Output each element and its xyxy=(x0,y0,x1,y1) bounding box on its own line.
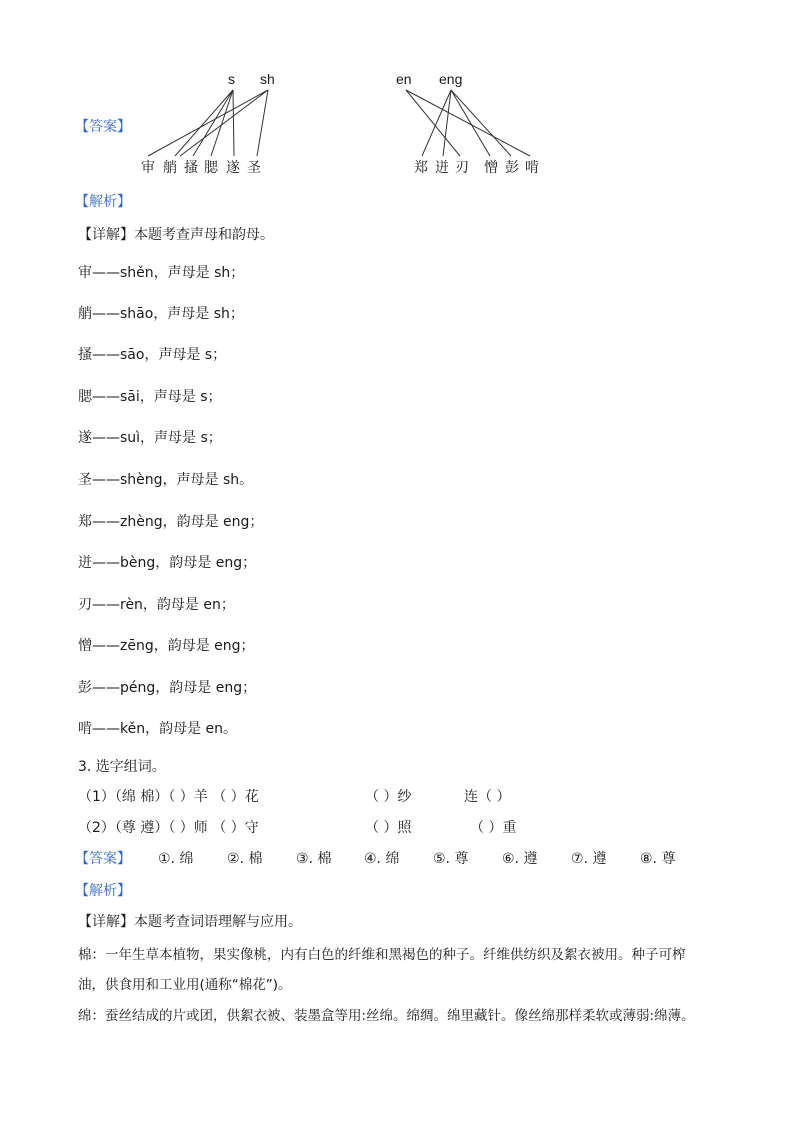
explain-line: 艄——shāo，声母是 sh； xyxy=(78,306,244,322)
initial-sh: sh xyxy=(260,71,275,87)
analysis-tag-q3: 【解析】 xyxy=(75,883,131,899)
char-item: 圣 xyxy=(247,160,261,176)
detail-line-q3: 【详解】本题考查词语理解与应用。 xyxy=(78,914,302,930)
question-row-2-end: （ ）重 xyxy=(470,820,517,836)
paragraph-mian-silk: 绵：蚕丝结成的片或团，供絮衣被、装墨盒等用:丝绵。绵绸。绵里藏针。像丝绵那样柔软或薄弱:绵薄。 xyxy=(78,1008,695,1024)
question-row-2: （2）（尊 遵）（ ）师 （ ）守 xyxy=(78,820,259,836)
answer-item: ③. 棉 xyxy=(296,851,332,867)
char-item: 腮 xyxy=(204,160,218,176)
final-en: en xyxy=(396,71,412,87)
explain-line: 圣——shèng，声母是 sh。 xyxy=(78,472,254,488)
explain-line: 遂——suì，声母是 s； xyxy=(78,430,222,446)
paragraph-mian-a: 棉：一年生草本植物，果实像桃，内有白色的纤维和黑褐色的种子。纤维供纺织及絮衣被用。种子可榨 xyxy=(78,947,686,963)
detail-line: 【详解】本题考查声母和韵母。 xyxy=(78,227,274,243)
paragraph-mian-b: 油，供食用和工业用(通称“棉花”)。 xyxy=(78,977,292,993)
explain-line: 憎——zēng，韵母是 eng； xyxy=(78,638,255,654)
explain-line: 迸——bèng，韵母是 eng； xyxy=(78,555,257,571)
char-item: 啃 xyxy=(525,160,539,176)
answer-item: ⑧. 尊 xyxy=(640,851,676,867)
char-item: 刃 xyxy=(455,160,469,176)
final-eng: eng xyxy=(439,71,463,87)
answer-item: ⑤. 尊 xyxy=(433,851,469,867)
answer-item: ④. 绵 xyxy=(364,851,400,867)
char-item: 审 xyxy=(141,160,155,176)
question-title: 3. 选字组词。 xyxy=(78,759,166,775)
answer-item: ②. 棉 xyxy=(227,851,263,867)
explain-line: 郑——zhèng，韵母是 eng； xyxy=(78,514,264,530)
char-item: 郑 xyxy=(414,160,428,176)
answer-tag: 【答案】 xyxy=(75,119,131,135)
matching-lines xyxy=(0,0,794,200)
explain-line: 刃——rèn，韵母是 en； xyxy=(78,597,235,613)
explain-line: 彭——péng，韵母是 eng； xyxy=(78,680,257,696)
question-row-1-end: 连（ ） xyxy=(464,789,511,805)
question-row-1: （1）（绵 棉）（ ）羊 （ ）花 xyxy=(78,789,259,805)
answer-item: ⑥. 遵 xyxy=(502,851,538,867)
answer-item: ⑦. 遵 xyxy=(571,851,607,867)
char-item: 遂 xyxy=(226,160,240,176)
explain-line: 审——shěn，声母是 sh； xyxy=(78,265,245,281)
char-item: 迸 xyxy=(435,160,449,176)
initial-s: s xyxy=(228,71,235,87)
explain-line: 腮——sāi，声母是 s； xyxy=(78,389,222,405)
analysis-tag: 【解析】 xyxy=(75,194,131,210)
explain-line: 搔——sāo，声母是 s； xyxy=(78,347,227,363)
explain-line: 啃——kěn，韵母是 en。 xyxy=(78,721,238,737)
char-item: 憎 xyxy=(484,160,498,176)
char-item: 搔 xyxy=(184,160,198,176)
question-row-1-mid: （ ）纱 xyxy=(365,789,412,805)
char-item: 彭 xyxy=(505,160,519,176)
question-row-2-mid: （ ）照 xyxy=(365,820,412,836)
answer-item: ①. 绵 xyxy=(158,851,194,867)
answer-tag-q3: 【答案】 xyxy=(75,851,131,867)
char-item: 艄 xyxy=(163,160,177,176)
